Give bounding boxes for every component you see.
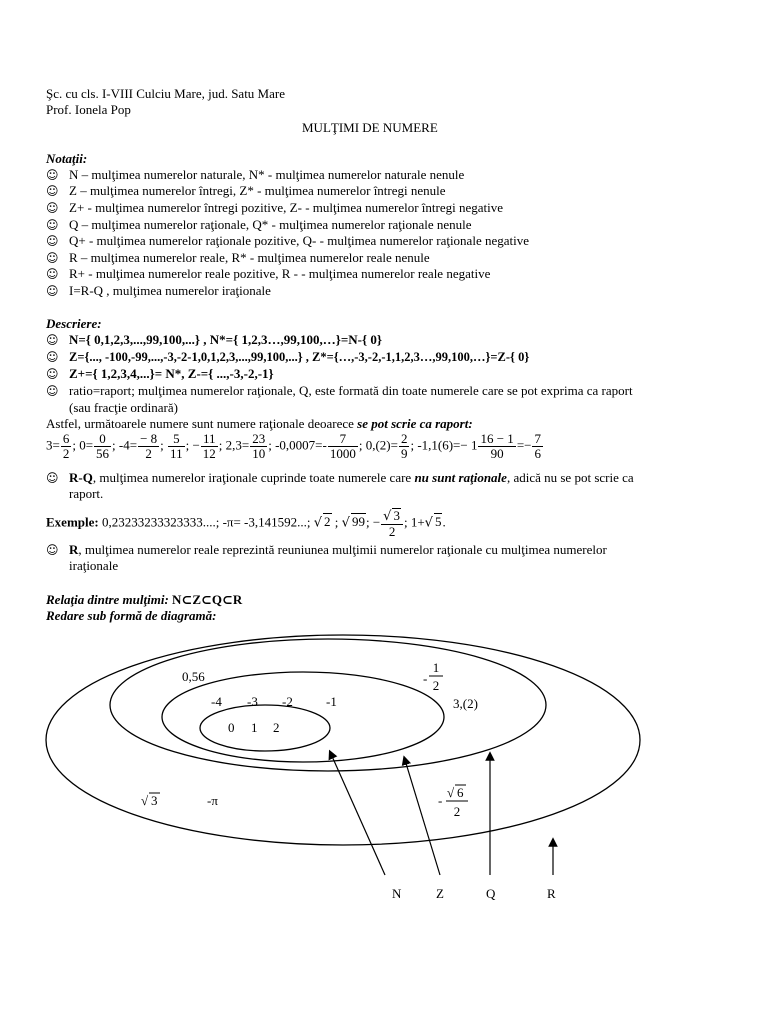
fraction: $\frac{- 8}{2}$ <box>140 431 158 461</box>
description-heading: Descriere: <box>46 316 102 331</box>
r-line2: iraţionale <box>69 558 119 573</box>
smiley-icon: ☺ <box>46 333 59 347</box>
description-ratio-line2: (sau fracţie ordinară) <box>69 400 178 415</box>
set-label-r: R <box>547 886 556 901</box>
notation-item: ☺ Z – mulţimea numerelor întregi, Z* - mulţimea numerelor întregi nenule <box>46 183 446 198</box>
set-n-ellipse <box>200 705 330 751</box>
notation-item: ☺ I=R-Q , mulţimea numerelor iraţionale <box>46 283 271 298</box>
fraction: $\frac{7}{6}$ <box>534 431 541 461</box>
relation-line: Relaţia dintre mulţimi: N⊂Z⊂Q⊂R <box>46 592 243 607</box>
q-frac-num: 1 <box>432 660 440 675</box>
z-value: -4 <box>211 694 222 709</box>
smiley-icon: ☺ <box>46 234 59 248</box>
smiley-icon: ☺ <box>46 168 59 182</box>
description-ratio-line: ☺ ratio=raport; mulţimea numerelor raţionale, Q, este formată din toate numerele care se pot exprima ca raport <box>46 383 633 398</box>
r-line: ☺ R, mulţimea numerelor reale reprezintă reuniunea mulţimii numerelor raţionale cu mulţimea numerelor <box>46 542 607 557</box>
smiley-icon: ☺ <box>46 267 59 281</box>
arrow-z <box>405 760 443 875</box>
n-value: 0 <box>228 720 235 735</box>
smiley-icon: ☺ <box>46 384 59 398</box>
teacher-line: Prof. Ionela Pop <box>46 102 131 117</box>
notation-item: ☺ R+ - mulţimea numerelor reale pozitive, R - - mulţimea numerelor reale negative <box>46 266 491 281</box>
r-frac-sign: - <box>438 793 443 808</box>
school-line: Şc. cu cls. I-VIII Culciu Mare, jud. Satu Mare <box>46 86 285 101</box>
z-value: -3 <box>247 694 258 709</box>
fraction: $\frac{16 - 1}{90}$ <box>480 431 514 461</box>
description-zplus-line: ☺ Z+={ 1,2,3,4,...}= N*, Z-={ ...,-3,-2,-1} <box>46 366 274 381</box>
n-value: 1 <box>251 720 258 735</box>
notations-heading: Notaţii: <box>46 151 88 166</box>
z-value: -1 <box>326 694 337 709</box>
fraction: $\frac{√ 3}{2}$ <box>381 508 403 539</box>
notation-item: ☺ R – mulţimea numerelor reale, R* - mulţimea numerelor reale nenule <box>46 250 430 265</box>
fraction: $\frac{6}{2}$ <box>62 431 70 461</box>
examples-line: Exemple: 0,23233233323333....; -π= -3,141592...; √ 2 ; √ 99; − $\frac{√ 3}{2}$ ; 1+√ 5. <box>46 508 446 539</box>
set-label-q: Q <box>486 886 496 901</box>
notation-item: ☺ Q – mulţimea numerelor raţionale, Q* - mulţimea numerelor raţionale nenule <box>46 217 472 232</box>
arrow-n <box>331 754 385 875</box>
description-z-line: ☺ Z={..., -100,-99,...,-3,-2-1,0,1,2,3,...,99,100,...} , Z*={…,-3,-2,-1,1,2,3…,99,100,…}=Z-{ 0} <box>46 350 530 364</box>
smiley-icon: ☺ <box>46 218 59 232</box>
fraction: $\frac{7}{1000}$ <box>329 431 356 461</box>
smiley-icon: ☺ <box>46 184 59 198</box>
z-value: -2 <box>282 694 293 709</box>
r-value: 3 <box>151 793 158 808</box>
set-label-z: Z <box>436 886 444 901</box>
n-value: 2 <box>273 720 280 735</box>
fraction: $\frac{0}{56}$ <box>96 431 110 461</box>
q-frac-den: 2 <box>432 678 440 693</box>
page-title: MULŢIMI DE NUMERE <box>302 120 438 135</box>
set-r-ellipse <box>46 635 640 845</box>
r-frac-den: 2 <box>453 804 461 819</box>
description-n-line: ☺ N={ 0,1,2,3,...,99,100,...} , N*={ 1,2,3…,99,100,…}=N-{ 0} <box>46 332 382 347</box>
sqrt-symbol: √ <box>447 785 455 800</box>
smiley-icon: ☺ <box>46 367 59 381</box>
rq-line: ☺ R-Q, mulţimea numerelor iraţionale cuprinde toate numerele care nu sunt raţionale, adică nu se pot scrie ca <box>46 470 634 485</box>
diagram-label: Redare sub formă de diagramă: <box>46 608 217 623</box>
fraction: $\frac{11}{12}$ <box>202 431 216 461</box>
fraction: $\frac{5}{11}$ <box>170 431 183 461</box>
notation-item: ☺ Q+ - mulţimea numerelor raţionale pozitive, Q- - mulţimea numerelor raţionale negative <box>46 233 529 248</box>
fraction: $\frac{23}{10}$ <box>252 431 266 461</box>
notation-item: ☺ Z+ - mulţimea numerelor întregi pozitive, Z- - mulţimea numerelor întregi negative <box>46 200 504 215</box>
fractions-line: 3= $\frac{6}{2}$ ; 0= $\frac{0}{56}$ ; -4= $\frac{- 8}{2}$ ; $\frac{5}{11}$ ; − $\frac{11}{12}$ ; 2,3= $\frac{23}{10}$ ; -0,0007=- $\frac{7}{1000}$ ; 0,(2)= $\frac{2}{9}$ ; -1,1(6)=− 1 $\frac{16 - 1}{90}$ =− $\frac{7}{6}$ <box>46 431 541 461</box>
q-value: 0,56 <box>182 669 205 684</box>
smiley-icon: ☺ <box>46 284 59 298</box>
r-frac-num: 6 <box>457 785 464 800</box>
rq-line2: raport. <box>69 486 104 501</box>
set-z-ellipse <box>162 672 444 762</box>
sqrt-symbol: √ <box>141 793 149 808</box>
q-value: 3,(2) <box>453 696 478 711</box>
fraction: $\frac{2}{9}$ <box>400 431 408 461</box>
sets-diagram <box>0 620 768 910</box>
q-frac-sign: - <box>423 671 428 686</box>
r-value: -π <box>207 793 218 808</box>
smiley-icon: ☺ <box>46 350 59 364</box>
smiley-icon: ☺ <box>46 543 59 557</box>
set-label-n: N <box>392 886 402 901</box>
notation-item: ☺ N – mulţimea numerelor naturale, N* - mulţimea numerelor naturale nenule <box>46 167 465 182</box>
smiley-icon: ☺ <box>46 471 59 485</box>
astfel-line: Astfel, următoarele numere sunt numere raţionale deoarece se pot scrie ca raport: <box>46 416 473 431</box>
smiley-icon: ☺ <box>46 201 59 215</box>
smiley-icon: ☺ <box>46 251 59 265</box>
